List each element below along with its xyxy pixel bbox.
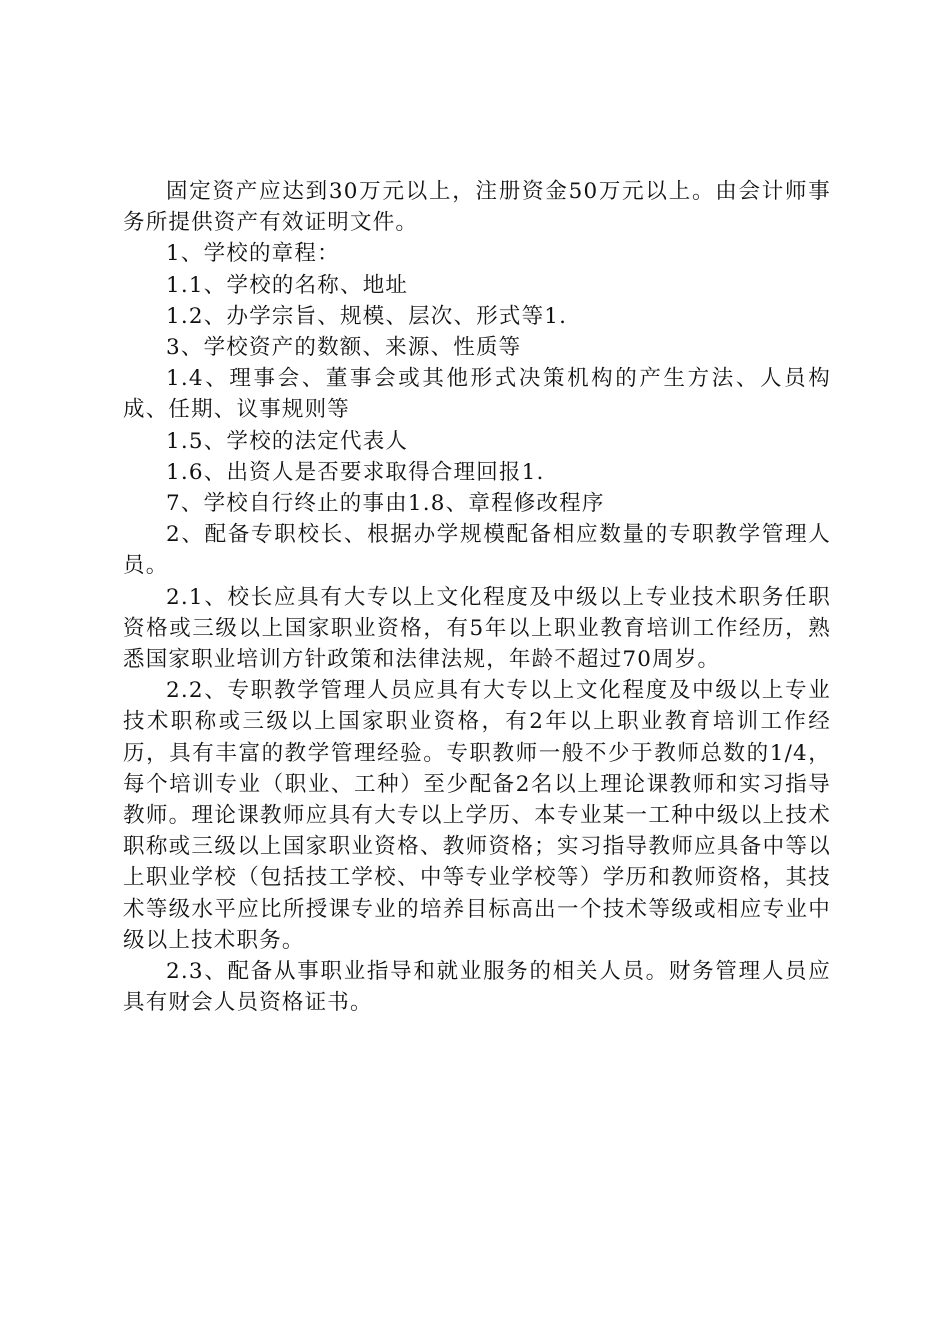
paragraph-7: 1.5、学校的法定代表人	[166, 428, 409, 454]
paragraph-10: 2、配备专职校长、根据办学规模配备相应数量的专职教学管理人员。	[123, 522, 831, 579]
paragraph-2: 1、学校的章程：	[166, 241, 340, 267]
paragraph-11: 2.1、校长应具有大专以上文化程度及中级以上专业技术职务任职资格或三级以上国家职业资格，有5年以上职业教育培训工作经历，熟悉国家职业培训方针政策和法律法规，年龄不超过70周岁。	[123, 584, 831, 673]
paragraph-6: 1.4、理事会、董事会或其他形式决策机构的产生方法、人员构成、任期、议事规则等	[123, 366, 831, 423]
document-body	[123, 176, 831, 1018]
paragraph-3: 1.1、学校的名称、地址	[166, 272, 409, 298]
paragraph-5: 3、学校资产的数额、来源、性质等	[166, 335, 522, 361]
paragraph-12: 2.2、专职教学管理人员应具有大专以上文化程度及中级以上专业技术职称或三级以上国家职业资格，有2年以上职业教育培训工作经历，具有丰富的教学管理经验。专职教师一般不少于教师总数的1/4，每个培训专业（职业、工种）至少配备2名以上理论课教师和实习指导教师。理论课教师应具有大专以上学历、本专业某一工种中级以上技术职称或三级以上国家职业资格、教师资格；实习指导教师应具备中等以上职业学校（包括技工学校、中等专业学校等）学历和教师资格，其技术等级水平应比所授课专业的培养目标高出一个技术等级或相应专业中级以上技术职务。	[123, 678, 831, 953]
paragraph-4: 1.2、办学宗旨、规模、层次、形式等1.	[166, 303, 568, 329]
paragraph-13: 2.3、配备从事职业指导和就业服务的相关人员。财务管理人员应具有财会人员资格证书。	[123, 959, 831, 1016]
paragraph-1: 固定资产应达到30万元以上，注册资金50万元以上。由会计师事务所提供资产有效证明文件。	[123, 179, 831, 236]
paragraph-9: 7、学校自行终止的事由1.8、章程修改程序	[166, 491, 605, 517]
paragraph-8: 1.6、出资人是否要求取得合理回报1.	[166, 459, 545, 485]
